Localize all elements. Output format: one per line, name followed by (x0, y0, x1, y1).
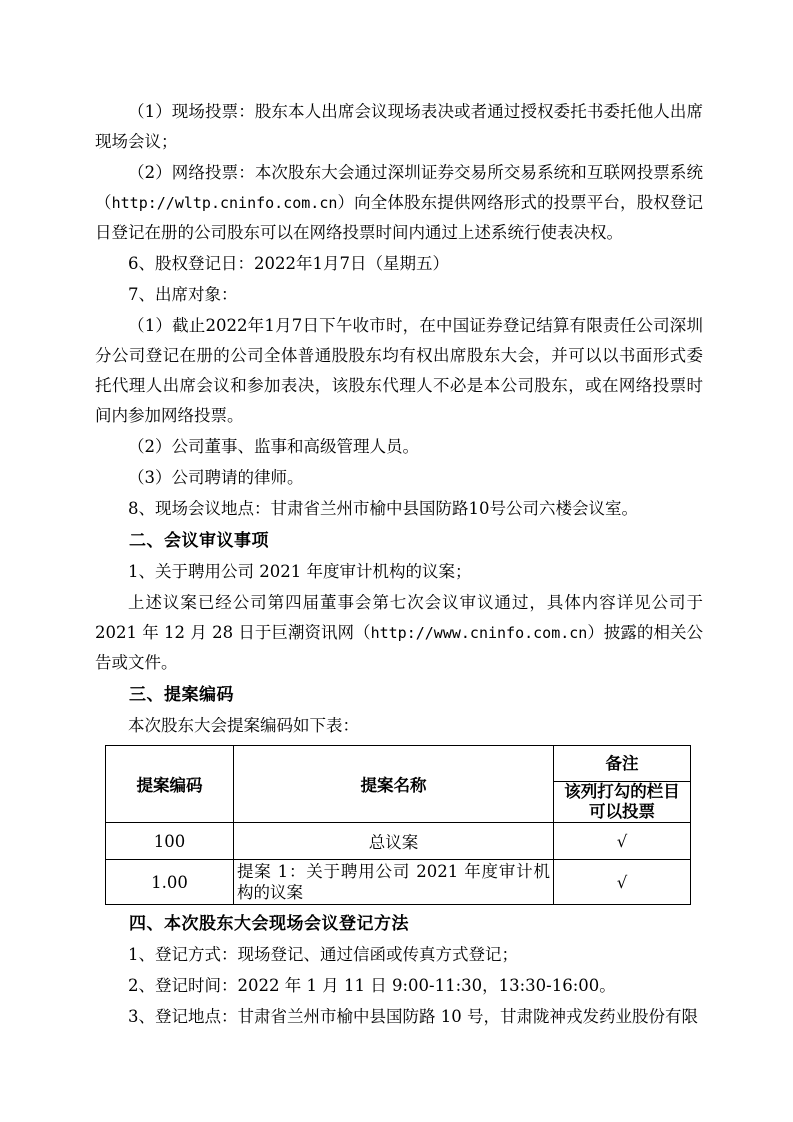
voting-platform-url: http://wltp.cninfo.com.cn (111, 194, 338, 212)
cell-vote-checkmark: √ (554, 860, 691, 905)
cell-vote-checkmark: √ (554, 823, 691, 860)
paragraph-text: （2）网络投票：本次股东大会通过深圳证券交易所交易系统和互联网投票系统（ (95, 163, 703, 212)
paragraph-registration-time: 2、登记时间：2022 年 1 月 11 日 9:00-11:30，13:30-16:00。 (128, 976, 616, 995)
paragraph-disclosure (95, 588, 703, 678)
paragraph-registration-place: 3、登记地点：甘肃省兰州市榆中县国防路 10 号，甘肃陇神戎发药业股份有限 (128, 1007, 698, 1026)
paragraph-onsite-voting: （1）现场投票：股东本人出席会议现场表决或者通过授权委托书委托他人出席现场会议； (95, 102, 703, 151)
paragraph-meeting-venue: 8、现场会议地点：甘肃省兰州市榆中县国防路10号公司六楼会议室。 (128, 499, 638, 518)
column-header-note: 备注 (554, 746, 691, 782)
table-row (106, 823, 691, 860)
cell-proposal-code: 100 (106, 823, 234, 860)
paragraph-text: ）披露的相关公告或文件。 (95, 623, 703, 672)
paragraph-online-voting (95, 158, 703, 248)
paragraph-record-date: 6、股权登记日：2022年1月7日（星期五） (128, 254, 449, 273)
table-header-row (106, 746, 691, 782)
paragraph-attendees-label: 7、出席对象： (128, 285, 238, 304)
cell-proposal-name: 总议案 (234, 823, 554, 860)
cell-proposal-name: 提案 1：关于聘用公司 2021 年度审计机构的议案 (234, 860, 554, 905)
column-header-proposal-code: 提案编码 (106, 746, 234, 823)
paragraph-attendees-shareholders: （1）截止2022年1月7日下午收市时，在中国证券登记结算有限责任公司深圳分公司登记在册的公司全体普通股股东均有权出席股东大会，并可以以书面形式委托代理人出席会议和参加表决，该股东代理人不必是本公司股东，或在网络投票时间内参加网络投票。 (95, 316, 703, 425)
column-header-proposal-name: 提案名称 (234, 746, 554, 823)
paragraph-text: ）向全体股东提供网络形式的投票平台，股权登记日登记在册的公司股东可以在网络投票时间内通过上述系统行使表决权。 (95, 193, 704, 242)
section-heading-2-review-matters: 二、会议审议事项 (129, 531, 269, 551)
table-row (106, 860, 691, 905)
cell-proposal-code: 1.00 (106, 860, 234, 905)
paragraph-attendees-directors: （2）公司董事、监事和高级管理人员。 (128, 437, 419, 456)
cninfo-url: http://www.cninfo.com.cn (370, 624, 588, 642)
paragraph-proposal-audit: 1、关于聘用公司 2021 年度审计机构的议案； (128, 562, 472, 581)
proposal-code-table (105, 745, 691, 905)
paragraph-registration-method: 1、登记方式：现场登记、通过信函或传真方式登记； (128, 945, 518, 964)
section-heading-4-registration-method: 四、本次股东大会现场会议登记方法 (129, 914, 409, 934)
section-heading-3-proposal-codes: 三、提案编码 (129, 685, 234, 705)
column-subheader-vote-note: 该列打勾的栏目可以投票 (554, 782, 691, 823)
document-content (95, 97, 703, 1033)
paragraph-text: 上述议案已经公司第四届董事会第七次会议审议通过，具体内容详见公司于 2021 年 12 月 28 日于巨潮资讯网（ (95, 593, 703, 642)
paragraph-table-intro: 本次股东大会提案编码如下表： (128, 716, 359, 735)
paragraph-attendees-lawyers: （3）公司聘请的律师。 (128, 468, 304, 487)
